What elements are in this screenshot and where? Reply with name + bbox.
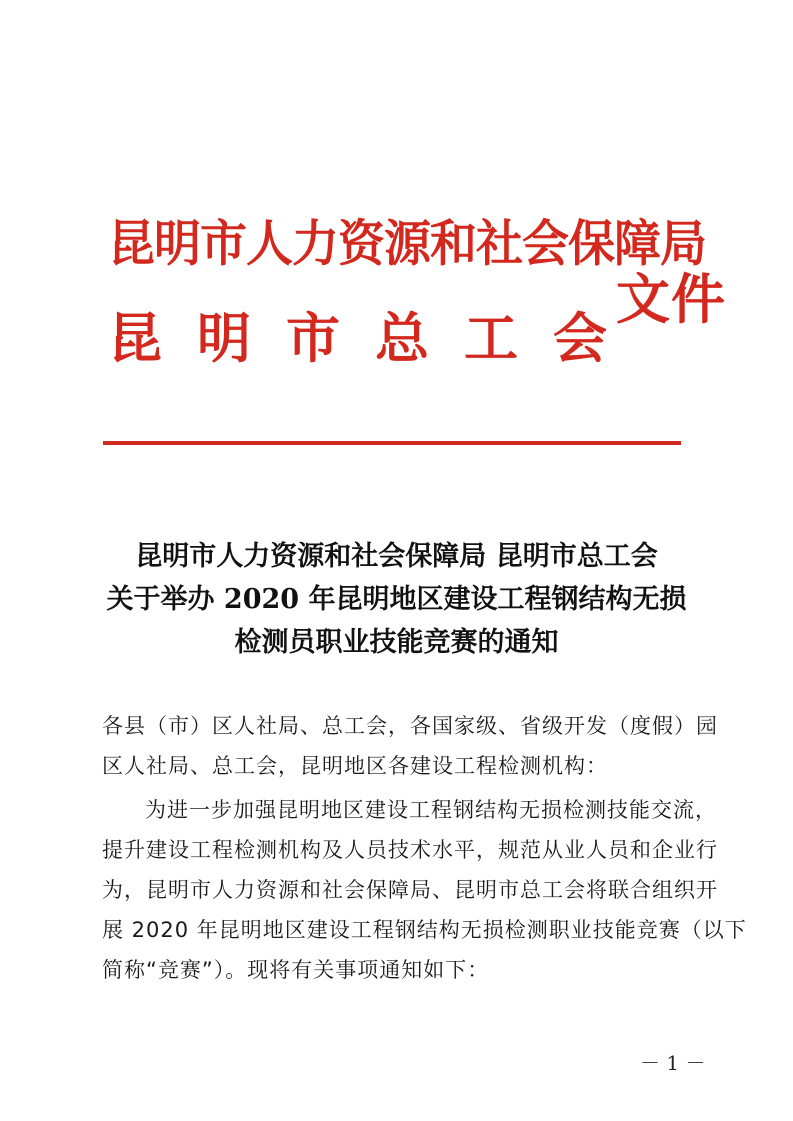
paragraph-line: 展 2020 年昆明地区建设工程钢结构无损检测职业技能竞赛（以下 xyxy=(102,918,747,942)
issuer-line-2: 昆明市总工会 xyxy=(108,306,642,370)
red-divider-line xyxy=(103,441,681,445)
title-line-3: 检测员职业技能竞赛的通知 xyxy=(234,627,559,658)
paragraph-line: 简称“竞赛”）。现将有关事项通知如下： xyxy=(102,958,490,982)
paragraph-line: 为进一步加强昆明地区建设工程钢结构无损检测技能交流， xyxy=(145,798,717,822)
addressee-line-2: 区人社局、总工会，昆明地区各建设工程检测机构： xyxy=(102,754,608,778)
issuer-line-1: 昆明市人力资源和社会保障局 xyxy=(108,215,706,274)
page-number: － 1 － xyxy=(640,1051,706,1075)
addressee-line-1: 各县（市）区人社局、总工会，各国家级、省级开发（度假）园 xyxy=(102,714,718,738)
paragraph-line: 提升建设工程检测机构及人员技术水平，规范从业人员和企业行 xyxy=(102,838,718,862)
paragraph-line: 为，昆明市人力资源和社会保障局、昆明市总工会将联合组织开 xyxy=(102,878,718,902)
title-line-2: 关于举办 2020 年昆明地区建设工程钢结构无损 xyxy=(106,584,687,615)
document-suffix: 文件 xyxy=(616,267,726,331)
title-line-1: 昆明市人力资源和社会保障局 昆明市总工会 xyxy=(135,541,658,572)
